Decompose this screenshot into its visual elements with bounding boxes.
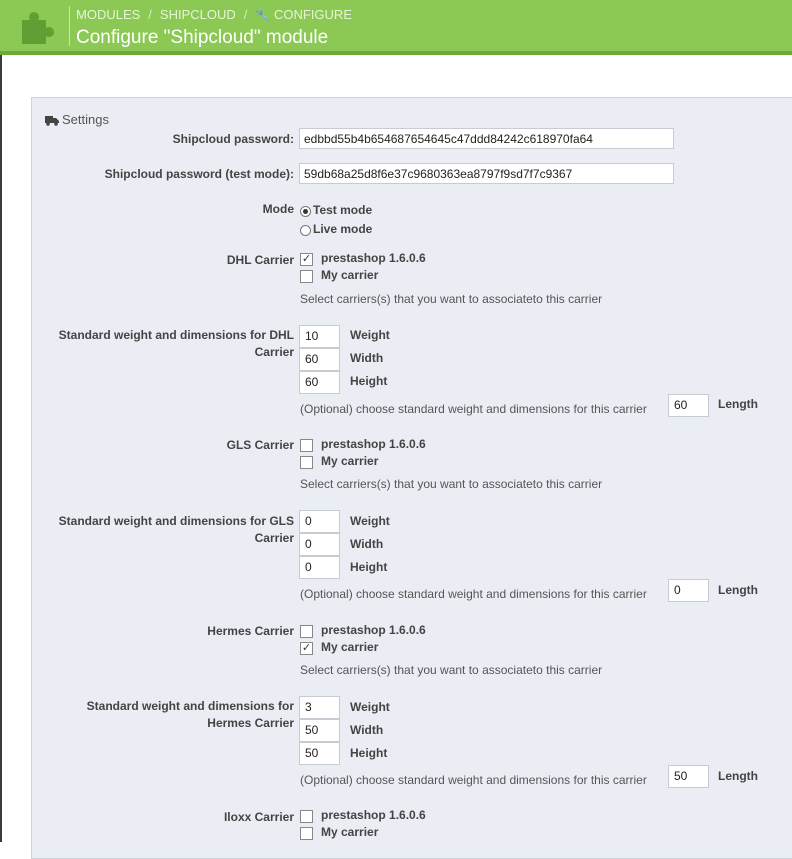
- mode-radio-test[interactable]: [300, 206, 311, 217]
- dhl-length-label: Length: [718, 397, 758, 411]
- header-underline: [0, 51, 792, 55]
- password-input[interactable]: edbbd55b4b654687654645c47ddd84242c618970fa64: [299, 128, 674, 149]
- gls-height-label: Height: [350, 560, 388, 574]
- hermes-checkbox-prestashop[interactable]: [300, 625, 313, 638]
- gls-carrier-label: GLS Carrier: [226, 438, 294, 452]
- dhl-weight-label: Weight: [350, 328, 390, 342]
- hermes-length-input[interactable]: 50: [668, 765, 709, 788]
- dhl-option-prestashop: prestashop 1.6.0.6: [321, 251, 426, 265]
- puzzle-module-icon: [18, 6, 60, 46]
- test-password-input[interactable]: 59db68a25d8f6e37c9680363ea8797f9sd7f7c9367: [299, 163, 674, 184]
- mode-test-label: Test mode: [313, 203, 373, 217]
- dhl-checkbox-prestashop[interactable]: ✓: [301, 253, 312, 265]
- hermes-carrier-help: Select carriers(s) that you want to associateto this carrier: [300, 663, 603, 677]
- gls-option-my-carrier: My carrier: [321, 454, 379, 468]
- hermes-option-my-carrier: My carrier: [321, 640, 379, 654]
- gls-height-input[interactable]: 0: [299, 556, 340, 579]
- mode-label: Mode: [262, 202, 294, 216]
- hermes-width-input[interactable]: 50: [299, 719, 340, 742]
- hermes-length-label: Length: [718, 769, 758, 783]
- hermes-weight-label: Weight: [350, 700, 390, 714]
- iloxx-option-prestashop: prestashop 1.6.0.6: [321, 808, 426, 822]
- gls-width-label: Width: [350, 537, 384, 551]
- dhl-width-label: Width: [350, 351, 384, 365]
- dhl-dims-label: Standard weight and dimensions for DHL Carrier: [58, 328, 294, 359]
- hermes-carrier-label: Hermes Carrier: [207, 624, 294, 638]
- dhl-carrier-label: DHL Carrier: [226, 253, 294, 267]
- dhl-checkbox-my-carrier[interactable]: [300, 270, 313, 283]
- dhl-height-input[interactable]: 60: [299, 371, 340, 394]
- dhl-weight-input[interactable]: 10: [299, 325, 340, 348]
- gls-length-input[interactable]: 0: [668, 579, 709, 602]
- wrench-icon: 🔧: [255, 8, 271, 22]
- hermes-height-input[interactable]: 50: [299, 742, 340, 765]
- gls-option-prestashop: prestashop 1.6.0.6: [321, 437, 426, 451]
- test-password-label: Shipcloud password (test mode):: [104, 167, 294, 181]
- gls-checkbox-prestashop[interactable]: [300, 439, 313, 452]
- dhl-length-input[interactable]: 60: [668, 394, 709, 417]
- header-separator: [69, 6, 70, 46]
- gls-length-label: Length: [718, 583, 758, 597]
- dhl-carrier-help: Select carriers(s) that you want to associateto this carrier: [300, 292, 603, 306]
- gls-weight-label: Weight: [350, 514, 390, 528]
- page-title: Configure "Shipcloud" module: [76, 27, 329, 48]
- settings-legend: Settings: [45, 112, 109, 127]
- hermes-weight-input[interactable]: 3: [299, 696, 340, 719]
- truck-icon: [45, 115, 59, 126]
- dhl-height-label: Height: [350, 374, 388, 388]
- window-left-border: [0, 55, 2, 842]
- password-label: Shipcloud password:: [172, 132, 294, 146]
- dhl-option-my-carrier: My carrier: [321, 268, 379, 282]
- breadcrumb-configure: CONFIGURE: [273, 7, 352, 22]
- gls-width-input[interactable]: 0: [299, 533, 340, 556]
- hermes-width-label: Width: [350, 723, 384, 737]
- breadcrumb-shipcloud[interactable]: SHIPCLOUD: [159, 7, 236, 22]
- iloxx-checkbox-prestashop[interactable]: [300, 810, 313, 823]
- iloxx-option-my-carrier: My carrier: [321, 825, 379, 839]
- gls-dims-label: Standard weight and dimensions for GLS Carrier: [58, 514, 294, 545]
- iloxx-checkbox-my-carrier[interactable]: [300, 827, 313, 840]
- hermes-dims-label: Standard weight and dimensions for Hermes Carrier: [86, 699, 294, 730]
- gls-weight-input[interactable]: 0: [299, 510, 340, 533]
- hermes-dims-help: (Optional) choose standard weight and dimensions for this carrier: [300, 773, 647, 787]
- mode-live-label: Live mode: [313, 222, 373, 236]
- gls-checkbox-my-carrier[interactable]: [300, 456, 313, 469]
- hermes-height-label: Height: [350, 746, 388, 760]
- dhl-dims-help: (Optional) choose standard weight and dimensions for this carrier: [300, 402, 647, 416]
- breadcrumb: MODULES / SHIPCLOUD / 🔧 CONFIGURE: [76, 7, 352, 22]
- dhl-width-input[interactable]: 60: [299, 348, 340, 371]
- hermes-checkbox-my-carrier[interactable]: ✓: [301, 642, 312, 654]
- gls-dims-help: (Optional) choose standard weight and dimensions for this carrier: [300, 587, 647, 601]
- iloxx-carrier-label: Iloxx Carrier: [223, 810, 294, 824]
- breadcrumb-modules[interactable]: MODULES: [76, 7, 141, 22]
- mode-radio-live[interactable]: [300, 225, 311, 236]
- hermes-option-prestashop: prestashop 1.6.0.6: [321, 623, 426, 637]
- gls-carrier-help: Select carriers(s) that you want to associateto this carrier: [300, 477, 603, 491]
